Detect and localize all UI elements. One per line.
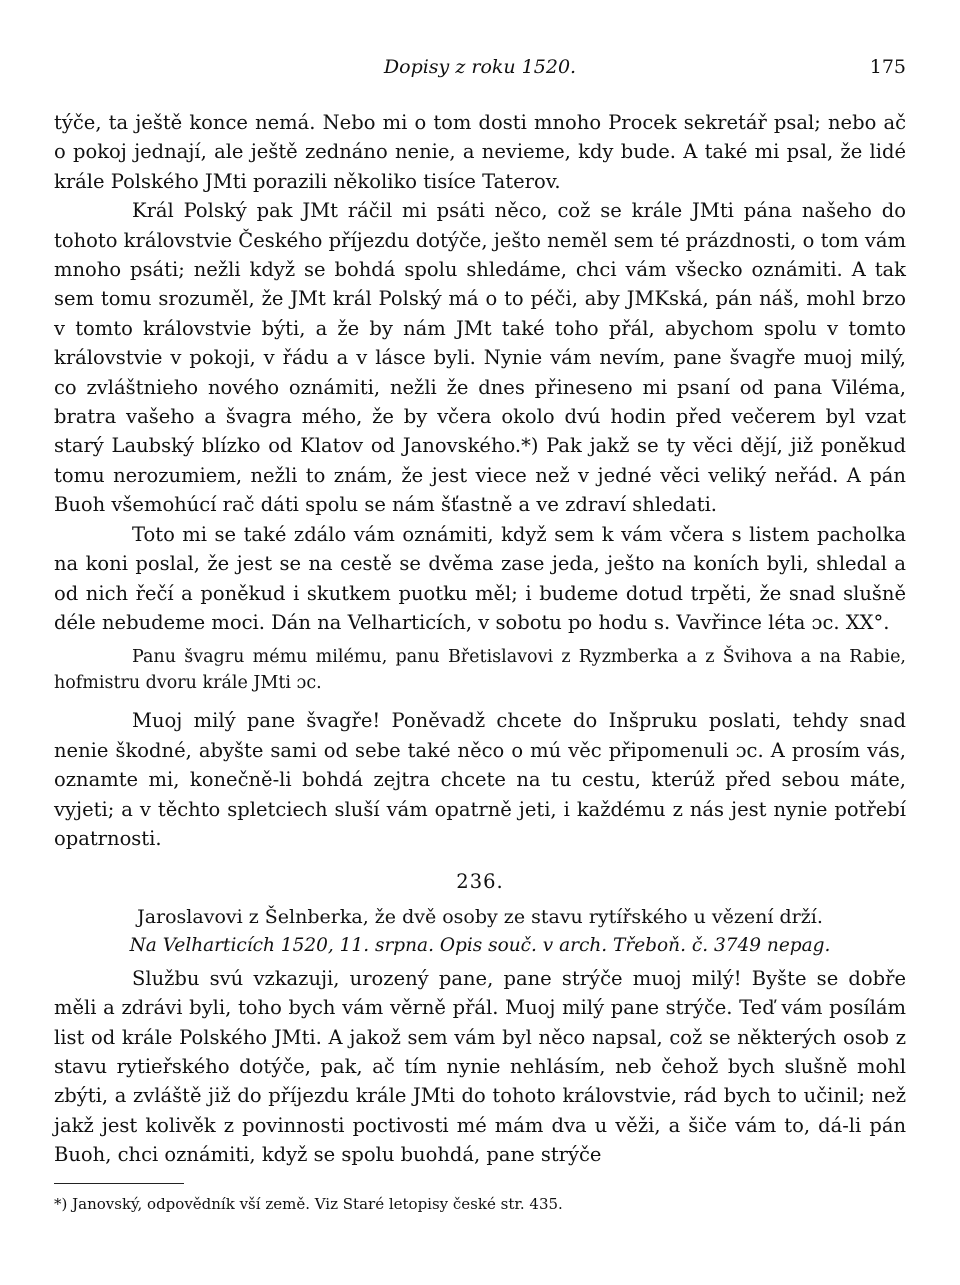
letter-text: Muoj milý pane švagře! Poněvadž chcete do Inšpruku poslati, tehdy snad nenie škodné, abyšte sami od sebe také něco o mú věc připomenuli ɔc. A prosím vás, oznamte mi, konečně-li bohdá zejtra chcete na tu cestu, kterúž před sebou máte, vyjeti; a v těchto spletciech sluší vám opatrně jeti, i každému z nás jest nynie potřebí opatrnosti. <box>54 709 906 850</box>
paragraph: Král Polský pak JMt ráčil mi psáti něco, což se krále JMti pána našeho do tohoto královstvie Českého příjezdu dotýče, ješto neměl sem té prázdnosti, o tom vám mnoho psáti; nežli když se bohdá spolu shledáme, chci vám všecko oznámiti. A tak sem tomu srozuměl, že JMt král Polský má o to péči, aby JMKská, pán náš, mohl brzo v tomto královstvie býti, a že by nám JMt také toho přál, abychom spolu v tomto královstvie v pokoji, v řádu a v lásce byli. Nynie vám nevím, pane švagře muoj milý, co zvláštnieho nového oznámiti, nežli že dnes přineseno mi psaní od pana Viléma, bratra vašeho a švagra mého, že by včera okolo dvú hodin před večerem byl vzat starý Laubský blízko od Klatov od Janovského.*) Pak jakž se ty věci dějí, již poněkud tomu nerozumiem, nežli to znám, že jest viece než v jedné věci veliký neřád. A pán Buoh všemohúcí rač dáti spolu se nám šťastně a ve zdraví shledati. <box>54 199 906 517</box>
document-source: Na Velharticích 1520, 11. srpna. Opis souč. v arch. Třeboň. č. 3749 nepag. <box>129 934 831 956</box>
page-body <box>54 108 906 1170</box>
letter-address: Panu švagru mému milému, panu Břetislavovi z Ryzmberka a z Švihova a na Rabie, hofmistru dvoru krále JMti ɔc. <box>54 647 906 694</box>
document-regest: Jaroslavovi z Šelnberka, že dvě osoby ze stavu rytířského u vězení drží. <box>137 905 823 928</box>
running-header <box>54 56 906 82</box>
document-number: 236. <box>456 870 504 894</box>
page-number: 175 <box>869 56 906 78</box>
document-text: Službu svú vzkazuji, urozený pane, pane strýče muoj milý! Byšte se dobře měli a zdrávi byli, toho bych vám věrně přál. Muoj milý pane strýče. Teď vám posílám list od krále Polského JMti. A jakož sem vám byl něco napsal, což se některých osob z stavu rytieřského dotýče, pak, ač tím nynie nehlásím, neb čehož bych slušně mohl zbýti, a zvláště již do příjezdu krále JMti do tohoto královstvie, rád bych to učinil; než jakž jest kolivěk z povinnosti poctivosti mé mám dva u věži, a šiče vám to, dá-li pán Buoh, chci oznámiti, když se spolu buohdá, pane strýče <box>54 966 906 1167</box>
footnote: *) Janovský, odpovědník vší země. Viz Staré letopisy české str. 435. <box>54 1195 563 1213</box>
paragraph: Toto mi se také zdálo vám oznámiti, když sem k vám včera s listem pacholka na koni poslal, že jest se na cestě se dvěma zase jeda, ješto na koních byli, shledal a od nich řečí a poněkud i skutkem puotku měl; i budeme dotud trpěti, že snad slušně déle nebudeme moci. Dán na Velharticích, v sobotu po hodu s. Vavřince léta ɔc. XX°. <box>54 522 906 634</box>
paragraph-continuation: týče, ta ještě konce nemá. Nebo mi o tom dosti mnoho Procek sekretář psal; nebo ač o pokoj jednají, ale ještě zednáno nenie, a nevieme, kdy bude. A také mi psal, že lidé krále Polského JMti porazili několiko tisíce Taterov. <box>54 111 906 193</box>
running-title: Dopisy z roku 1520. <box>383 56 577 78</box>
footnote-rule <box>54 1183 184 1184</box>
